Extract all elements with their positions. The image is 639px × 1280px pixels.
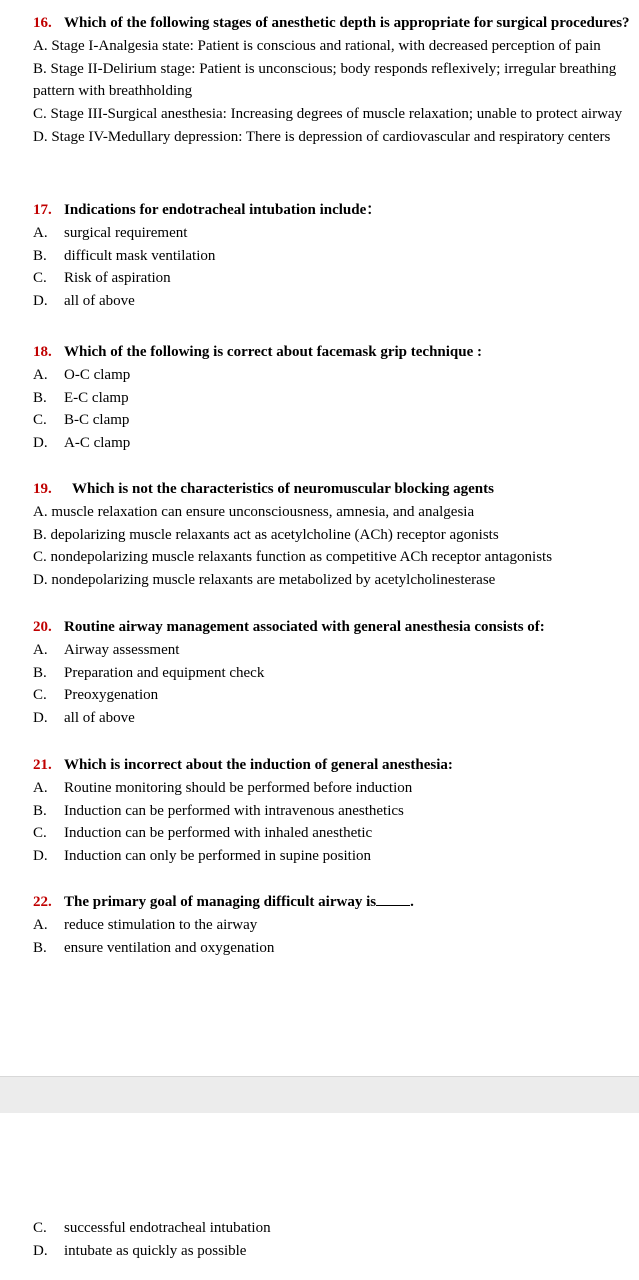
option-letter: A. <box>33 366 48 383</box>
question-text: Which of the following is correct about facemask grip technique : <box>64 344 483 360</box>
option-a <box>33 364 633 387</box>
option-text: Routine monitoring should be performed before induction <box>64 779 413 796</box>
option-text: Induction can be performed with inhaled anesthetic <box>64 825 373 842</box>
option-letter: C. <box>33 1220 47 1236</box>
question-22 <box>33 891 633 959</box>
option-letter: C. <box>33 687 47 704</box>
option-c: C. nondepolarizing muscle relaxants function as competitive ACh receptor antagonists <box>33 549 553 566</box>
option-letter: D. <box>33 848 48 865</box>
option-letter: D. <box>33 1242 48 1259</box>
option-d <box>33 707 633 730</box>
option-letter: A. <box>33 641 48 658</box>
question-number: 21. <box>33 757 52 773</box>
option-letter: B. <box>33 939 47 956</box>
question-text: Which of the following stages of anesthetic depth is appropriate for surgical procedures? <box>64 15 630 31</box>
question-text: Which is incorrect about the induction of general anesthesia: <box>64 757 453 773</box>
question-16 <box>33 12 633 149</box>
question-21-header <box>33 754 633 777</box>
question-number: 19. <box>33 481 52 497</box>
option-b <box>33 937 633 960</box>
question-text: Indications for endotracheal intubation include： <box>64 202 382 218</box>
option-text: all of above <box>64 710 135 727</box>
option-letter: A. <box>33 224 48 241</box>
question-19 <box>33 478 633 592</box>
option-text: Preparation and equipment check <box>64 664 265 681</box>
option-text: Induction can only be performed in supine position <box>64 848 372 865</box>
option-c <box>33 1217 633 1240</box>
option-b <box>33 245 633 268</box>
question-17-header <box>33 199 633 222</box>
answer-blank <box>376 893 410 906</box>
option-letter: C. <box>33 270 47 287</box>
option-letter: B. <box>33 389 47 406</box>
option-letter: D. <box>33 710 48 727</box>
option-b <box>33 662 633 685</box>
question-number: 20. <box>33 619 52 635</box>
question-19-header <box>33 478 633 501</box>
option-c <box>33 409 633 432</box>
option-text: ensure ventilation and oxygenation <box>64 939 275 956</box>
question-end: . <box>410 894 414 910</box>
question-18-header <box>33 341 633 364</box>
option-text: Induction can be performed with intravenous anesthetics <box>64 802 404 819</box>
option-a <box>33 777 633 800</box>
option-a <box>33 222 633 245</box>
question-16-header <box>33 12 633 35</box>
option-letter: D. <box>33 435 48 452</box>
option-text: reduce stimulation to the airway <box>64 916 258 933</box>
option-b <box>33 800 633 823</box>
option-d: D. nondepolarizing muscle relaxants are metabolized by acetylcholinesterase <box>33 572 496 589</box>
option-d <box>33 1240 633 1263</box>
option-d <box>33 290 633 313</box>
option-text: Airway assessment <box>64 641 180 658</box>
question-number: 16. <box>33 15 52 31</box>
question-22-header <box>33 891 633 914</box>
option-text: difficult mask ventilation <box>64 247 216 264</box>
question-text: Routine airway management associated with general anesthesia consists of: <box>64 619 545 635</box>
option-a: A. muscle relaxation can ensure unconsciousness, amnesia, and analgesia <box>33 503 475 520</box>
question-text: The primary goal of managing difficult airway is <box>64 894 377 910</box>
question-number: 18. <box>33 344 52 360</box>
option-text: intubate as quickly as possible <box>64 1242 247 1259</box>
option-b <box>33 387 633 410</box>
option-text: B-C clamp <box>64 412 130 429</box>
option-letter: C. <box>33 825 47 842</box>
question-text-wrap <box>64 891 633 914</box>
option-c <box>33 684 633 707</box>
question-21 <box>33 754 633 868</box>
question-text: Which is not the characteristics of neuromuscular blocking agents <box>72 481 494 497</box>
option-c: C. Stage III-Surgical anesthesia: Increasing degrees of muscle relaxation; unable to protect airway <box>33 106 623 123</box>
question-20 <box>33 616 633 730</box>
option-letter: A. <box>33 779 48 796</box>
question-18 <box>33 341 633 455</box>
option-text: Preoxygenation <box>64 687 159 704</box>
option-d <box>33 845 633 868</box>
option-text: O-C clamp <box>64 366 131 383</box>
option-c <box>33 267 633 290</box>
question-22-continued <box>33 1217 633 1263</box>
option-letter: B. <box>33 802 47 819</box>
option-text: all of above <box>64 293 135 310</box>
option-d: D. Stage IV-Medullary depression: There is depression of cardiovascular and respiratory centers <box>33 128 611 145</box>
option-text: Risk of aspiration <box>64 270 171 287</box>
option-text: surgical requirement <box>64 224 188 241</box>
option-a: A. Stage I-Analgesia state: Patient is conscious and rational, with decreased perception of pain <box>33 37 601 54</box>
option-a <box>33 914 633 937</box>
option-d <box>33 432 633 455</box>
question-number: 17. <box>33 202 52 218</box>
option-letter: A. <box>33 916 48 933</box>
question-20-header <box>33 616 633 639</box>
option-a <box>33 639 633 662</box>
question-number: 22. <box>33 894 52 910</box>
option-b: B. depolarizing muscle relaxants act as acetylcholine (ACh) receptor agonists <box>33 526 499 543</box>
option-text: E-C clamp <box>64 389 129 406</box>
option-letter: D. <box>33 293 48 310</box>
option-letter: B. <box>33 664 47 681</box>
question-17 <box>33 199 633 313</box>
page-2 <box>0 1112 639 1280</box>
option-b: B. Stage II-Delirium stage: Patient is unconscious; body responds reflexively; irregular breathing pattern with breathholding <box>33 60 617 100</box>
option-text: A-C clamp <box>64 435 131 452</box>
option-letter: C. <box>33 412 47 429</box>
option-c <box>33 822 633 845</box>
page-break <box>0 1076 639 1113</box>
option-letter: B. <box>33 247 47 264</box>
option-text: successful endotracheal intubation <box>64 1220 271 1236</box>
